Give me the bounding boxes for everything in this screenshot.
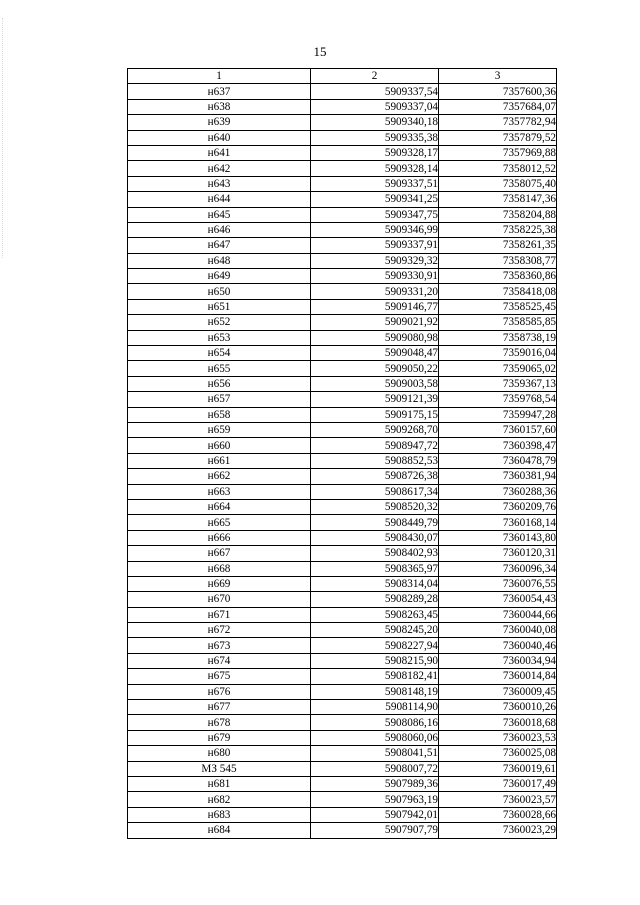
cell-x-coordinate: 5908227,94 (311, 638, 439, 653)
table-row (128, 469, 557, 484)
cell-x-coordinate: 5909329,32 (311, 253, 439, 268)
cell-x-coordinate: 5908086,16 (311, 715, 439, 730)
cell-y-coordinate: 7360009,45 (439, 684, 557, 699)
cell-point-id: н672 (128, 623, 311, 638)
cell-point-id: н684 (128, 823, 311, 838)
cell-x-coordinate: 5909146,77 (311, 299, 439, 314)
cell-point-id: н655 (128, 361, 311, 376)
table-row (128, 823, 557, 838)
table-row (128, 299, 557, 314)
cell-y-coordinate: 7360288,36 (439, 484, 557, 499)
cell-x-coordinate: 5908215,90 (311, 653, 439, 668)
table-row (128, 576, 557, 591)
table-row (128, 115, 557, 130)
cell-y-coordinate: 7358585,85 (439, 315, 557, 330)
table-row (128, 715, 557, 730)
cell-point-id: н657 (128, 392, 311, 407)
cell-x-coordinate: 5908449,79 (311, 515, 439, 530)
cell-x-coordinate: 5909337,91 (311, 238, 439, 253)
table-row (128, 592, 557, 607)
cell-point-id: н671 (128, 607, 311, 622)
cell-point-id: н652 (128, 315, 311, 330)
cell-y-coordinate: 7360023,53 (439, 730, 557, 745)
table-row (128, 376, 557, 391)
table-header-row (128, 69, 557, 84)
cell-x-coordinate: 5909335,38 (311, 130, 439, 145)
cell-point-id: н658 (128, 407, 311, 422)
cell-y-coordinate: 7360017,49 (439, 776, 557, 791)
table-row (128, 669, 557, 684)
cell-point-id: н659 (128, 422, 311, 437)
cell-y-coordinate: 7359768,54 (439, 392, 557, 407)
cell-point-id: н642 (128, 161, 311, 176)
table-row (128, 192, 557, 207)
table-row (128, 438, 557, 453)
cell-point-id: н677 (128, 700, 311, 715)
cell-point-id: н645 (128, 207, 311, 222)
cell-y-coordinate: 7360025,08 (439, 746, 557, 761)
cell-point-id: н667 (128, 546, 311, 561)
cell-point-id: н654 (128, 346, 311, 361)
cell-x-coordinate: 5909021,92 (311, 315, 439, 330)
table-row (128, 222, 557, 237)
table-row (128, 623, 557, 638)
cell-x-coordinate: 5908617,34 (311, 484, 439, 499)
cell-point-id: н675 (128, 669, 311, 684)
table-row (128, 530, 557, 545)
table-row (128, 84, 557, 99)
cell-y-coordinate: 7359367,13 (439, 376, 557, 391)
cell-y-coordinate: 7358308,77 (439, 253, 557, 268)
cell-x-coordinate: 5908365,97 (311, 561, 439, 576)
cell-point-id: н683 (128, 807, 311, 822)
cell-x-coordinate: 5908263,45 (311, 607, 439, 622)
table-row (128, 392, 557, 407)
cell-y-coordinate: 7360040,46 (439, 638, 557, 653)
cell-y-coordinate: 7360054,43 (439, 592, 557, 607)
table-row (128, 238, 557, 253)
cell-x-coordinate: 5909341,25 (311, 192, 439, 207)
table-body (128, 84, 557, 838)
cell-y-coordinate: 7358204,88 (439, 207, 557, 222)
cell-x-coordinate: 5907907,79 (311, 823, 439, 838)
cell-point-id: н650 (128, 284, 311, 299)
cell-x-coordinate: 5909337,51 (311, 176, 439, 191)
cell-y-coordinate: 7360209,76 (439, 499, 557, 514)
cell-y-coordinate: 7357684,07 (439, 99, 557, 114)
cell-x-coordinate: 5909328,17 (311, 145, 439, 160)
cell-point-id: н638 (128, 99, 311, 114)
cell-point-id: н663 (128, 484, 311, 499)
cell-point-id: н647 (128, 238, 311, 253)
cell-point-id: н660 (128, 438, 311, 453)
cell-y-coordinate: 7360120,31 (439, 546, 557, 561)
cell-x-coordinate: 5908007,72 (311, 761, 439, 776)
cell-point-id: н668 (128, 561, 311, 576)
cell-y-coordinate: 7358075,40 (439, 176, 557, 191)
cell-y-coordinate: 7360157,60 (439, 422, 557, 437)
cell-y-coordinate: 7358360,86 (439, 269, 557, 284)
table-row (128, 99, 557, 114)
table-row (128, 176, 557, 191)
cell-x-coordinate: 5909268,70 (311, 422, 439, 437)
cell-x-coordinate: 5907963,19 (311, 792, 439, 807)
cell-x-coordinate: 5909121,39 (311, 392, 439, 407)
table-row (128, 684, 557, 699)
cell-x-coordinate: 5909337,04 (311, 99, 439, 114)
table-row (128, 346, 557, 361)
table-row (128, 807, 557, 822)
cell-point-id: н676 (128, 684, 311, 699)
column-header-point: 1 (128, 69, 311, 84)
cell-y-coordinate: 7360044,66 (439, 607, 557, 622)
cell-point-id: н670 (128, 592, 311, 607)
cell-point-id: МЗ 545 (128, 761, 311, 776)
cell-y-coordinate: 7358012,52 (439, 161, 557, 176)
table-row (128, 269, 557, 284)
cell-y-coordinate: 7358147,36 (439, 192, 557, 207)
cell-point-id: н661 (128, 453, 311, 468)
cell-point-id: н678 (128, 715, 311, 730)
table-row (128, 407, 557, 422)
cell-point-id: н682 (128, 792, 311, 807)
cell-point-id: н673 (128, 638, 311, 653)
cell-x-coordinate: 5909175,15 (311, 407, 439, 422)
cell-x-coordinate: 5907989,36 (311, 776, 439, 791)
cell-point-id: н681 (128, 776, 311, 791)
table-row (128, 361, 557, 376)
cell-y-coordinate: 7360478,79 (439, 453, 557, 468)
cell-y-coordinate: 7359016,04 (439, 346, 557, 361)
cell-y-coordinate: 7360028,66 (439, 807, 557, 822)
cell-point-id: н646 (128, 222, 311, 237)
cell-x-coordinate: 5908430,07 (311, 530, 439, 545)
cell-x-coordinate: 5909328,14 (311, 161, 439, 176)
cell-x-coordinate: 5908852,53 (311, 453, 439, 468)
cell-x-coordinate: 5907942,01 (311, 807, 439, 822)
cell-point-id: н651 (128, 299, 311, 314)
table-row (128, 761, 557, 776)
cell-x-coordinate: 5908114,90 (311, 700, 439, 715)
cell-y-coordinate: 7360034,94 (439, 653, 557, 668)
cell-y-coordinate: 7360014,84 (439, 669, 557, 684)
cell-x-coordinate: 5909347,75 (311, 207, 439, 222)
table-row (128, 484, 557, 499)
cell-x-coordinate: 5908520,32 (311, 499, 439, 514)
cell-x-coordinate: 5909050,22 (311, 361, 439, 376)
cell-point-id: н640 (128, 130, 311, 145)
cell-point-id: н653 (128, 330, 311, 345)
column-header-x: 2 (311, 69, 439, 84)
cell-y-coordinate: 7358738,19 (439, 330, 557, 345)
cell-point-id: н679 (128, 730, 311, 745)
cell-y-coordinate: 7360018,68 (439, 715, 557, 730)
cell-x-coordinate: 5908947,72 (311, 438, 439, 453)
table-row (128, 607, 557, 622)
cell-point-id: н680 (128, 746, 311, 761)
cell-x-coordinate: 5909337,54 (311, 84, 439, 99)
table-row (128, 315, 557, 330)
cell-y-coordinate: 7360023,29 (439, 823, 557, 838)
cell-y-coordinate: 7360076,55 (439, 576, 557, 591)
cell-y-coordinate: 7360143,80 (439, 530, 557, 545)
cell-point-id: н641 (128, 145, 311, 160)
cell-point-id: н662 (128, 469, 311, 484)
cell-point-id: н643 (128, 176, 311, 191)
cell-y-coordinate: 7360168,14 (439, 515, 557, 530)
cell-y-coordinate: 7357782,94 (439, 115, 557, 130)
cell-y-coordinate: 7357969,88 (439, 145, 557, 160)
cell-point-id: н644 (128, 192, 311, 207)
cell-x-coordinate: 5908289,28 (311, 592, 439, 607)
table-row (128, 330, 557, 345)
cell-x-coordinate: 5908182,41 (311, 669, 439, 684)
cell-y-coordinate: 7360040,08 (439, 623, 557, 638)
cell-y-coordinate: 7360019,61 (439, 761, 557, 776)
cell-point-id: н674 (128, 653, 311, 668)
table-row (128, 453, 557, 468)
table-row (128, 776, 557, 791)
cell-x-coordinate: 5909003,58 (311, 376, 439, 391)
table-row (128, 653, 557, 668)
cell-y-coordinate: 7360398,47 (439, 438, 557, 453)
table-row (128, 515, 557, 530)
table-row (128, 561, 557, 576)
table-row (128, 730, 557, 745)
cell-y-coordinate: 7360096,34 (439, 561, 557, 576)
cell-point-id: н666 (128, 530, 311, 545)
cell-point-id: н637 (128, 84, 311, 99)
coordinates-table (127, 68, 557, 839)
cell-x-coordinate: 5908314,04 (311, 576, 439, 591)
cell-y-coordinate: 7360023,57 (439, 792, 557, 807)
table-row (128, 145, 557, 160)
table-row (128, 253, 557, 268)
table-row (128, 284, 557, 299)
cell-point-id: н639 (128, 115, 311, 130)
table-row (128, 499, 557, 514)
cell-x-coordinate: 5908148,19 (311, 684, 439, 699)
cell-point-id: н649 (128, 269, 311, 284)
cell-y-coordinate: 7358418,08 (439, 284, 557, 299)
cell-x-coordinate: 5909330,91 (311, 269, 439, 284)
cell-y-coordinate: 7360381,94 (439, 469, 557, 484)
cell-x-coordinate: 5908402,93 (311, 546, 439, 561)
page-number: 15 (313, 44, 327, 59)
table-row (128, 546, 557, 561)
cell-x-coordinate: 5909048,47 (311, 346, 439, 361)
cell-y-coordinate: 7359065,02 (439, 361, 557, 376)
cell-y-coordinate: 7358225,38 (439, 222, 557, 237)
table-row (128, 700, 557, 715)
cell-y-coordinate: 7358525,45 (439, 299, 557, 314)
table-row (128, 161, 557, 176)
cell-y-coordinate: 7360010,26 (439, 700, 557, 715)
cell-x-coordinate: 5909346,99 (311, 222, 439, 237)
cell-point-id: н669 (128, 576, 311, 591)
cell-x-coordinate: 5908245,20 (311, 623, 439, 638)
cell-y-coordinate: 7359947,28 (439, 407, 557, 422)
cell-x-coordinate: 5909080,98 (311, 330, 439, 345)
cell-x-coordinate: 5909331,20 (311, 284, 439, 299)
table-row (128, 792, 557, 807)
table-row (128, 638, 557, 653)
cell-x-coordinate: 5908726,38 (311, 469, 439, 484)
cell-point-id: н665 (128, 515, 311, 530)
table-row (128, 130, 557, 145)
cell-y-coordinate: 7358261,35 (439, 238, 557, 253)
table-row (128, 422, 557, 437)
cell-point-id: н648 (128, 253, 311, 268)
cell-x-coordinate: 5908041,51 (311, 746, 439, 761)
table-row (128, 207, 557, 222)
cell-point-id: н656 (128, 376, 311, 391)
table-row (128, 746, 557, 761)
cell-x-coordinate: 5908060,06 (311, 730, 439, 745)
cell-x-coordinate: 5909340,18 (311, 115, 439, 130)
cell-y-coordinate: 7357600,36 (439, 84, 557, 99)
cell-point-id: н664 (128, 499, 311, 514)
column-header-y: 3 (439, 69, 557, 84)
cell-y-coordinate: 7357879,52 (439, 130, 557, 145)
